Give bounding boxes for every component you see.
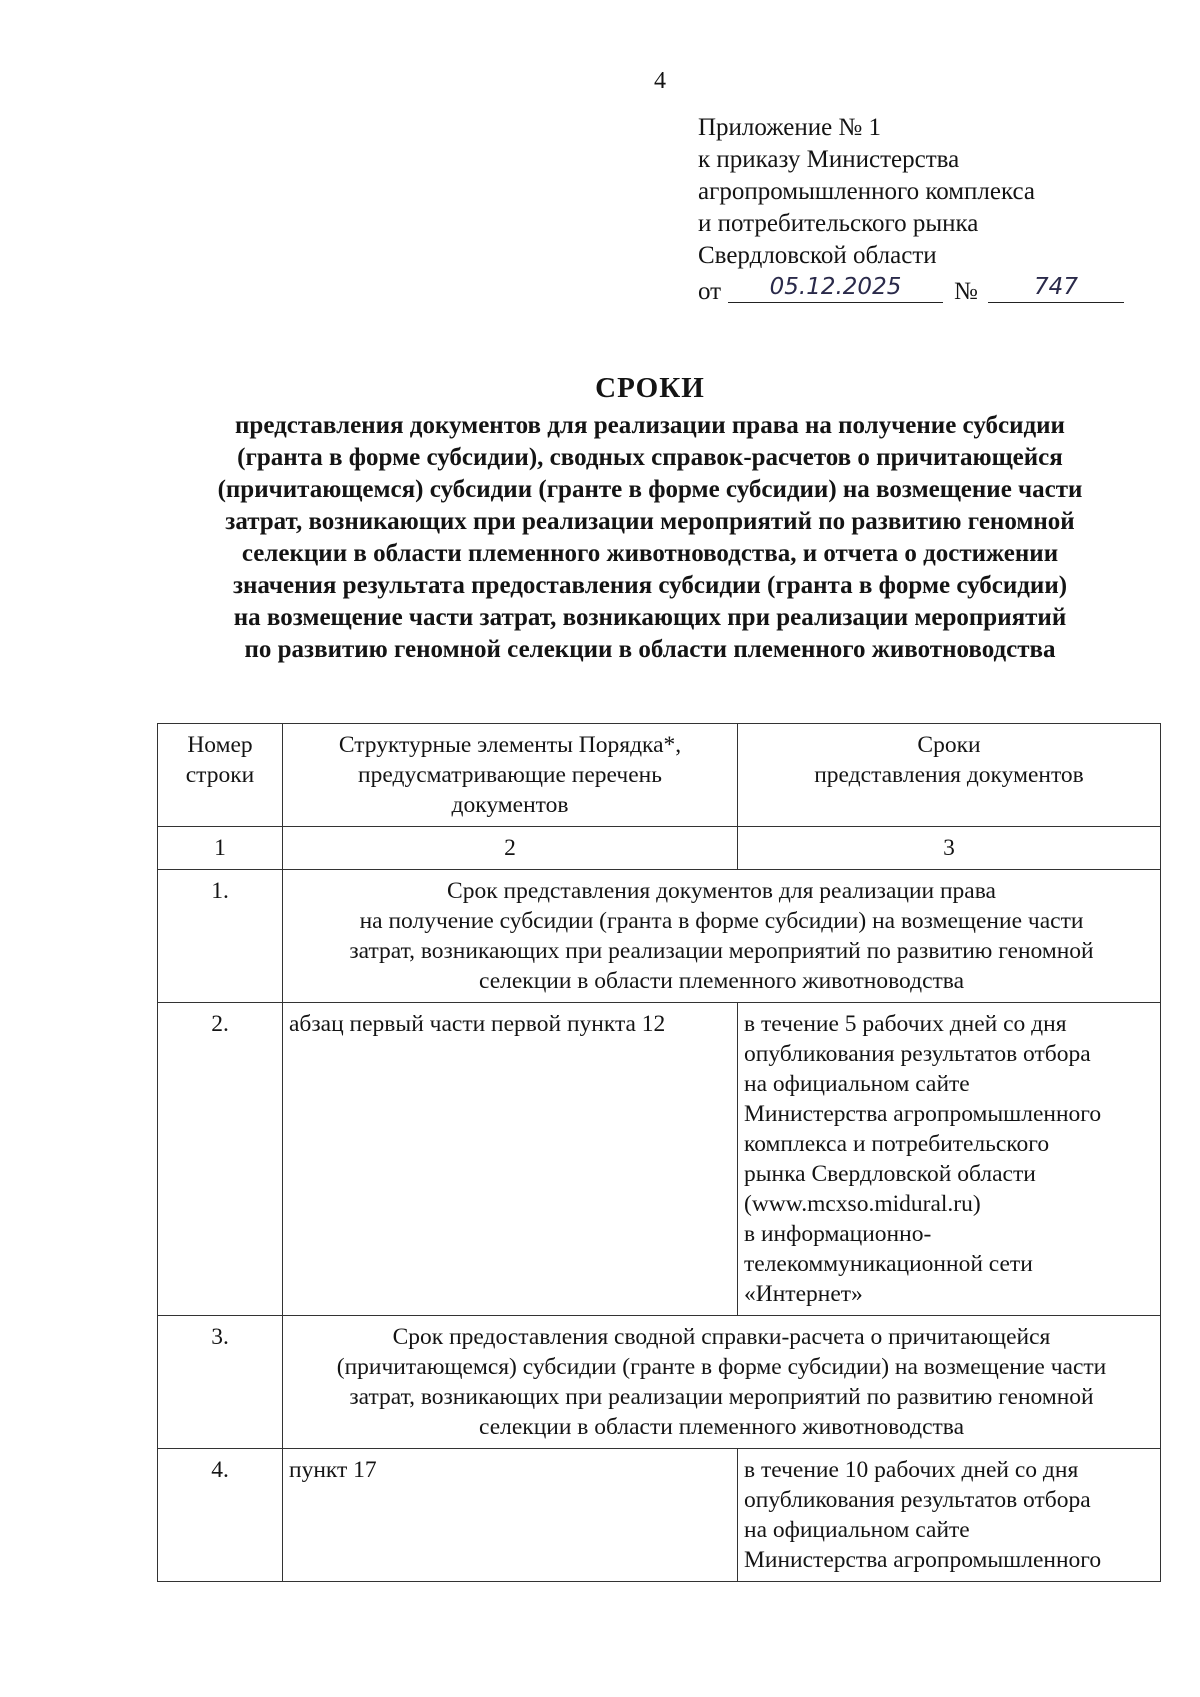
order-date-field: 05.12.2025: [728, 272, 943, 303]
document-title: СРОКИ: [595, 372, 705, 404]
header-row-number: Номер строки: [158, 724, 283, 827]
appendix-line: к приказу Министерства: [698, 146, 960, 173]
column-number: 3: [738, 827, 1161, 870]
deadline-cell: в течение 10 рабочих дней со дня опубликования результатов отбора на официальном сайте Министерства агропромышленного: [738, 1449, 1161, 1582]
column-number: 2: [283, 827, 738, 870]
subtitle-line: селекции в области племенного животноводства, и отчета о достижении: [241, 540, 1059, 567]
title-block: [150, 370, 1150, 666]
row-number: 3.: [158, 1316, 283, 1449]
subtitle-line: (гранта в форме субсидии), сводных справок-расчетов о причитающейся: [237, 444, 1063, 471]
subtitle-line: представления документов для реализации права на получение субсидии: [235, 412, 1065, 439]
deadline-cell: в течение 5 рабочих дней со дня опубликования результатов отбора на официальном сайте Министерства агропромышленного комплекса и потребительского рынка Свердловской области (www.mcxso.midural.ru) в информационно- телекоммуникационной сети «Интернет»: [738, 1003, 1161, 1316]
subtitle-line: затрат, возникающих при реализации мероприятий по развитию геномной: [225, 508, 1075, 535]
structural-element-cell: пункт 17: [283, 1449, 738, 1582]
date-prefix: от: [698, 278, 722, 305]
column-number: 1: [158, 827, 283, 870]
header-structural-elements: Структурные элементы Порядка*, предусматривающие перечень документов: [283, 724, 738, 827]
appendix-block: [698, 112, 1138, 306]
structural-element-cell: абзац первый части первой пункта 12: [283, 1003, 738, 1316]
appendix-line: Свердловской области: [698, 242, 937, 269]
row-number: 1.: [158, 870, 283, 1003]
page-number: 4: [654, 68, 666, 94]
subtitle-line: (причитающемся) субсидии (гранте в форме субсидии) на возмещение части: [217, 476, 1083, 503]
column-number-row: [158, 827, 1161, 870]
subtitle-line: по развитию геномной селекции в области племенного животноводства: [244, 636, 1056, 663]
table-row: [158, 1449, 1161, 1582]
appendix-line: и потребительского рынка: [698, 210, 979, 237]
table-row: [158, 1316, 1161, 1449]
header-row: [158, 724, 1161, 827]
number-prefix: №: [954, 278, 978, 305]
appendix-line: Приложение № 1: [698, 114, 882, 141]
section-heading-cell: Срок представления документов для реализации права на получение субсидии (гранта в форме субсидии) на возмещение части затрат, возникающих при реализации мероприятий по развитию геномной селекции в области племенного животноводства: [283, 870, 1161, 1003]
order-number-field: 747: [988, 272, 1124, 303]
appendix-line: агропромышленного комплекса: [698, 178, 1036, 205]
section-heading-cell: Срок предоставления сводной справки-расчета о причитающейся (причитающемся) субсидии (гранте в форме субсидии) на возмещение части затрат, возникающих при реализации мероприятий по развитию геномной селекции в области племенного животноводства: [283, 1316, 1161, 1449]
document-subtitle: [150, 410, 1150, 666]
order-date-number-line: [698, 272, 1138, 306]
row-number: 2.: [158, 1003, 283, 1316]
header-deadlines: Сроки представления документов: [738, 724, 1161, 827]
table-row: [158, 1003, 1161, 1316]
subtitle-line: значения результата предоставления субсидии (гранта в форме субсидии): [232, 572, 1068, 599]
subtitle-line: на возмещение части затрат, возникающих при реализации мероприятий: [233, 604, 1067, 631]
table-row: [158, 870, 1161, 1003]
row-number: 4.: [158, 1449, 283, 1582]
deadlines-table: [157, 723, 1161, 1582]
